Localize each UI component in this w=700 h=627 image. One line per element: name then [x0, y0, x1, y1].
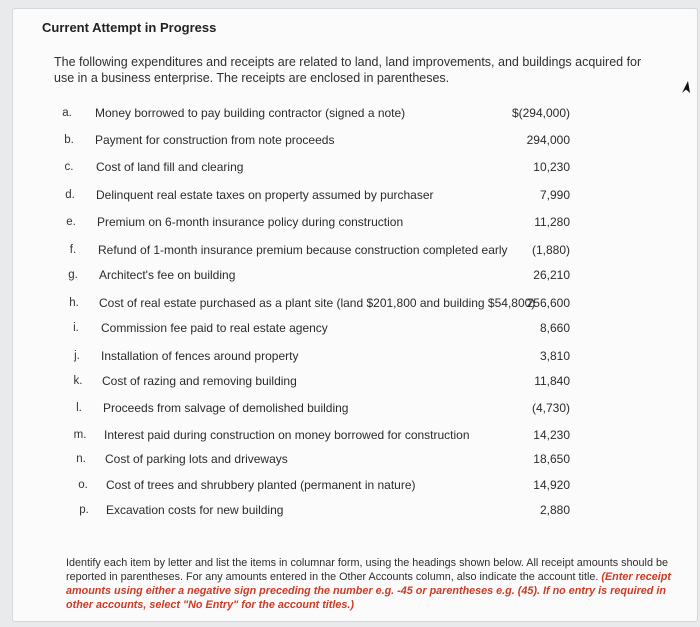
item-description: Installation of fences around property [101, 349, 299, 363]
page-title: Current Attempt in Progress [42, 20, 217, 35]
item-description: Proceeds from salvage of demolished building [103, 401, 349, 415]
item-amount: $(294,000) [511, 106, 570, 120]
item-letter: c. [64, 161, 74, 173]
item-amount: 3,810 [539, 349, 570, 363]
item-letter: h. [69, 297, 79, 309]
item-letter: p. [79, 504, 89, 516]
item-description: Premium on 6-month insurance policy during construction [97, 215, 404, 229]
item-description: Architect's fee on building [99, 268, 236, 282]
item-description: Payment for construction from note proceeds [95, 133, 335, 147]
item-amount: 7,990 [539, 188, 570, 202]
item-letter: d. [65, 189, 75, 201]
item-letter: o. [78, 479, 88, 491]
instructions-text: Identify each item by letter and list the items in columnar form, using the headings shown below. All receipt amounts should be reported in parentheses. For any amounts entered in the Other Accounts column, also indicate the account title. [66, 557, 668, 583]
item-letter: n. [76, 453, 86, 465]
item-letter: g. [68, 269, 78, 281]
item-amount: 2,880 [539, 503, 570, 517]
item-description: Cost of razing and removing building [102, 374, 297, 388]
item-description: Money borrowed to pay building contractor (signed a note) [95, 106, 406, 120]
item-amount: 14,920 [533, 478, 570, 492]
item-amount: 14,230 [533, 428, 570, 442]
item-amount: 11,840 [534, 374, 570, 388]
item-description: Refund of 1-month insurance premium because construction completed early [98, 243, 508, 257]
item-letter: a. [62, 107, 72, 119]
item-letter: e. [66, 216, 76, 228]
item-amount: 8,660 [539, 321, 570, 335]
item-description: Cost of real estate purchased as a plant site (land $201,800 and building $54,800) [99, 296, 536, 310]
item-description: Delinquent real estate taxes on property assumed by purchaser [96, 188, 434, 202]
problem-intro: The following expenditures and receipts are related to land, land improvements, and buildings acquired for use in a business enterprise. The receipts are enclosed in parentheses. [54, 55, 642, 85]
item-letter: f. [69, 244, 77, 256]
item-letter: k. [73, 375, 83, 387]
item-letter: l. [76, 402, 82, 414]
item-amount: 11,280 [534, 215, 570, 229]
item-amount: 26,210 [533, 268, 570, 282]
item-letter: i. [73, 322, 79, 334]
item-amount: 18,650 [533, 452, 570, 466]
item-description: Commission fee paid to real estate agency [101, 321, 328, 335]
instructions-note: (Enter receipt amounts using either a negative sign preceding the number e.g. -45 or parentheses e.g. (45). If no entry is required in other accounts, select "No Entry" for the account titles.) [66, 571, 671, 611]
item-letter: b. [64, 134, 74, 146]
instructions [66, 556, 691, 612]
item-amount: (4,730) [531, 401, 570, 415]
item-amount: 10,230 [533, 160, 570, 174]
item-amount: 294,000 [526, 133, 570, 147]
item-description: Interest paid during construction on money borrowed for construction [104, 428, 470, 442]
item-description: Cost of land fill and clearing [96, 160, 244, 174]
item-letter: m. [73, 429, 87, 441]
item-amount: 256,600 [526, 296, 570, 310]
item-letter: j. [74, 350, 80, 362]
item-description: Cost of parking lots and driveways [105, 452, 288, 466]
item-description: Excavation costs for new building [106, 503, 284, 517]
item-description: Cost of trees and shrubbery planted (permanent in nature) [106, 478, 416, 492]
item-amount: (1,880) [531, 243, 570, 257]
